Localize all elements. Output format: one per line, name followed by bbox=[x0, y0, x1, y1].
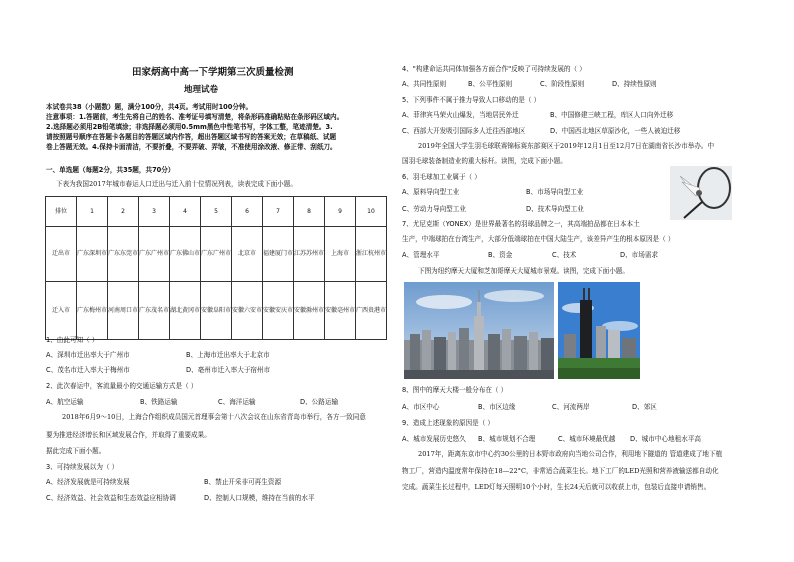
instruction-line: 2.选择题必须用2B铅笔填涂；非选择题必须用0.5mm黑色中性笔书写，字体工整，笔迹清楚。3. bbox=[46, 123, 333, 131]
option: D、技术导向型工业 bbox=[526, 205, 584, 213]
option: D、控制人口规模，维持在当前的水平 bbox=[204, 494, 315, 502]
question-stem: 3、可持续发展以为（ ） bbox=[46, 463, 119, 471]
option: D、持续性原则 bbox=[612, 80, 657, 88]
option: A、城市发展历史悠久 bbox=[402, 435, 466, 443]
table-cell: 广东佛山市 bbox=[170, 227, 201, 282]
subject-title: 地理试卷 bbox=[184, 85, 219, 95]
table-cell: 福建厦门市 bbox=[263, 227, 294, 282]
page-title: 田家炳高中高一下学期第三次质量检测 bbox=[132, 67, 294, 78]
option: D、亳州市迁入率大于宿州市 bbox=[186, 366, 271, 374]
question-stem: 4、"构建命运共同体加强各方面合作"反映了可持续发展的（ ） bbox=[402, 65, 586, 73]
section-heading: 一、单选题（每题2分，共35题，共70分） bbox=[46, 166, 175, 174]
question-stem: 生产，中端球拍在台湾生产，大部分低端球拍在中国大陆生产，该差异产生的根本原因是（ ） bbox=[402, 235, 675, 243]
option: D、市场需求 bbox=[620, 251, 659, 259]
instruction-line: 卷上答题无效。4.保持卡面清洁，不要折叠，不要弄破、弄皱，不准使用涂改液、修正带、刮纸刀。 bbox=[46, 143, 337, 151]
table-cell: 安徽亳州市 bbox=[325, 282, 356, 340]
table-cell: 安徽安庆市 bbox=[263, 282, 294, 340]
table-cell: 广东茂名市 bbox=[139, 282, 170, 340]
badminton-image bbox=[670, 166, 732, 220]
question-stem: 8、图中的摩天大楼一般分布在（ ） bbox=[402, 386, 508, 394]
rank-cell: 7 bbox=[263, 197, 294, 227]
option: A、菲律宾马荣火山爆发，当地居民外迁 bbox=[402, 111, 519, 119]
rank-cell: 4 bbox=[170, 197, 201, 227]
option: A、原料导向型工业 bbox=[402, 188, 460, 196]
rank-cell: 2 bbox=[108, 197, 139, 227]
rank-cell: 9 bbox=[325, 197, 356, 227]
rank-cell: 5 bbox=[201, 197, 232, 227]
new-york-skyline-photo bbox=[404, 282, 554, 379]
passage: 完成。蔬菜生长过程中，LED灯每天照明10个小时，生长24天后就可以收获上市，包装后直接申请销售。 bbox=[402, 483, 711, 491]
table-cell: 安徽六安市 bbox=[232, 282, 263, 340]
passage: 2019年全国大学生羽毛球联赛锦标赛东部赛区于2019年12月1日至12月7日在湖南省长沙市举办。中 bbox=[418, 142, 715, 150]
option: B、铁路运输 bbox=[140, 398, 178, 406]
table-cell: 广西贵港市 bbox=[356, 282, 387, 340]
table-cell: 北京市 bbox=[232, 227, 263, 282]
option: C、河流两岸 bbox=[552, 403, 590, 411]
migration-table bbox=[45, 196, 387, 340]
option: C、技术 bbox=[552, 251, 577, 259]
question-stem: 7、尤尼克斯（YONEX）是世界最著名的羽球品牌之一，其高端拍品都在日本本土 bbox=[402, 220, 640, 228]
passage: 据此完成下面小题。 bbox=[46, 447, 106, 455]
row-label-out: 迁出市 bbox=[46, 227, 77, 282]
option: A、深圳市迁出率大于广州市 bbox=[46, 351, 130, 359]
option: D、公路运输 bbox=[300, 398, 339, 406]
instruction-line: 本试卷共38（小题数）题，满分100分，共4页。考试用时100分钟。 bbox=[46, 103, 253, 111]
question-stem: 9、造成上述现象的原因是（ ） bbox=[402, 419, 495, 427]
option: D、郊区 bbox=[632, 403, 657, 411]
question-stem: 1、由此可知（ ） bbox=[46, 336, 99, 344]
option: B、公平性原则 bbox=[468, 80, 513, 88]
passage: 2017年，距离东京市中心约30公里的日本野市政府向当地公司合作，利用地下隧道的 管道建成了地下植 bbox=[418, 450, 723, 458]
option: C、城市环境最优越 bbox=[558, 435, 616, 443]
rank-cell: 1 bbox=[77, 197, 108, 227]
option: B、城市规划不合理 bbox=[478, 435, 536, 443]
table-cell: 浙江杭州市 bbox=[356, 227, 387, 282]
passage: 2018年6月9～10日，上海合作组织成员国元首理事会第十八次会议在山东省青岛市举行，各方一致同意 bbox=[62, 413, 366, 421]
option: C、阶段性原则 bbox=[540, 80, 585, 88]
row-label-in: 迁入市 bbox=[46, 282, 77, 340]
table-cell: 安徽阜阳市 bbox=[201, 282, 232, 340]
table-cell: 广东广州市 bbox=[139, 227, 170, 282]
instruction-line: 注意事项：1.答题前，考生先将自己的姓名、准考证号填写清楚，将条形码准确粘贴在条形码区域内。 bbox=[46, 113, 344, 121]
rank-cell: 6 bbox=[232, 197, 263, 227]
option: B、上海市迁出率大于北京市 bbox=[186, 351, 270, 359]
chicago-skyline-photo bbox=[558, 282, 640, 379]
option: C、经济效益、社会效益和生态效益应相协调 bbox=[46, 494, 176, 502]
question-stem: 2、此次春运中，客流量最小的交通运输方式是（ ） bbox=[46, 382, 198, 390]
rank-cell: 8 bbox=[294, 197, 325, 227]
option: A、航空运输 bbox=[46, 398, 84, 406]
option: B、资金 bbox=[488, 251, 513, 259]
passage: 下图为纽约摩天大厦和芝加哥摩天大厦城市景观。读图，完成下面小题。 bbox=[418, 267, 629, 275]
table-cell: 河南周口市 bbox=[108, 282, 139, 340]
question-stem: 6、羽毛球加工业属于（ ） bbox=[402, 173, 481, 181]
instruction-line: 请按照题号顺序在答题卡各题目的答题区域内作答，超出答题区域书写的答案无效；在草稿纸、试题 bbox=[46, 133, 337, 141]
table-cell: 湖北黄冈市 bbox=[170, 282, 201, 340]
table-cell: 上海市 bbox=[325, 227, 356, 282]
option: D、城市中心地租水平高 bbox=[630, 435, 702, 443]
question-stem: 5、下列事件不属于推力导致人口移动的是（ ） bbox=[402, 96, 541, 104]
option: A、市区中心 bbox=[402, 403, 440, 411]
option: A、经济发展就是可持续发展 bbox=[46, 478, 130, 486]
option: B、中国修建三峡工程，库区人口向外迁移 bbox=[550, 111, 674, 119]
passage: 物工厂，营造内温度常年保持在18—22°C，非常适合蔬菜生长。地下工厂的LED光照和营养液输送都自动化 bbox=[402, 467, 719, 475]
option: C、海洋运输 bbox=[218, 398, 256, 406]
rank-cell: 3 bbox=[139, 197, 170, 227]
table-header-rank: 排位 bbox=[46, 197, 77, 227]
table-cell: 安徽滁州市 bbox=[294, 282, 325, 340]
option: B、市区边缘 bbox=[478, 403, 516, 411]
table-intro: 下表为我国2017年城市春运人口迁出与迁入前十位情况列表，读表完成下面小题。 bbox=[56, 180, 297, 188]
table-cell: 广东广州市 bbox=[201, 227, 232, 282]
table-cell: 江苏苏州市 bbox=[294, 227, 325, 282]
option: A、管理水平 bbox=[402, 251, 440, 259]
table-cell: 广东东莞市 bbox=[108, 227, 139, 282]
option: B、禁止开采非可再生资源 bbox=[204, 478, 282, 486]
passage: 要为推进经济增长和区域发展合作，并取得了重要成果。 bbox=[46, 431, 211, 439]
option: C、西部大开发吸引国际多人迁往西部地区 bbox=[402, 127, 526, 135]
rank-cell: 10 bbox=[356, 197, 387, 227]
option: A、共同性原则 bbox=[402, 80, 447, 88]
option: C、茂名市迁入率大于梅州市 bbox=[46, 366, 130, 374]
table-cell: 广东梅州市 bbox=[77, 282, 108, 340]
table-cell: 广东深圳市 bbox=[77, 227, 108, 282]
option: D、中国西北地区草原沙化，一些人被迫迁移 bbox=[550, 127, 681, 135]
option: B、市场导向型工业 bbox=[526, 188, 584, 196]
passage: 国羽毛球装备制造业的重大标杆。读图，完成下面小题。 bbox=[402, 157, 567, 165]
option: C、劳动力导向型工业 bbox=[402, 205, 466, 213]
